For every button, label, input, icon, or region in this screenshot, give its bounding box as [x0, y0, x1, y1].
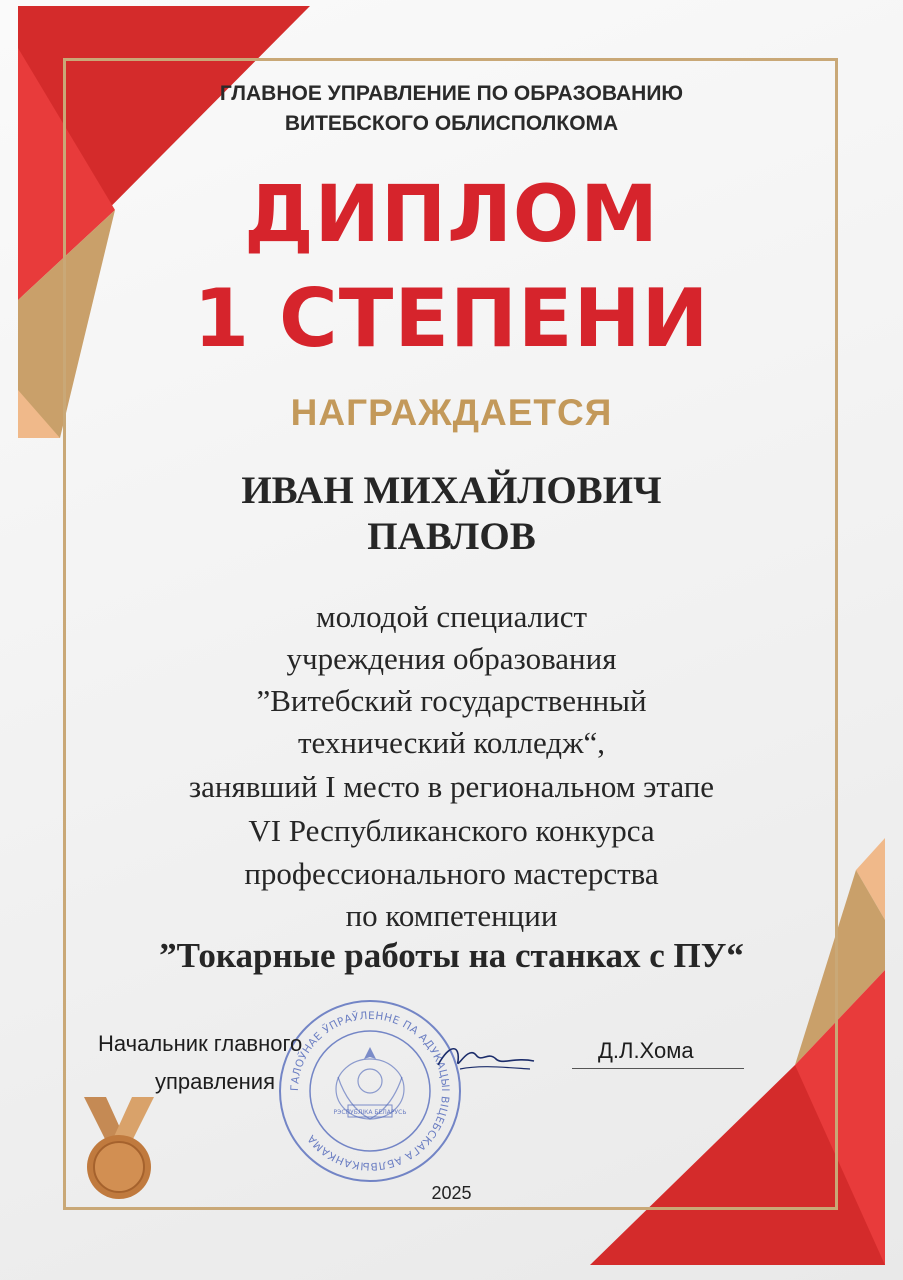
- diploma-degree: 1 СТЕПЕНИ: [193, 272, 710, 365]
- signatory-position-line-1: Начальник главного: [98, 1031, 303, 1056]
- seal-ring-text: ГАЛОЎНАЕ ЎПРАЎЛЕННЕ ПА АДУКАЦЫІ ВІЦЕБСКАГА АБЛВЫКАНКАМА: [288, 1009, 452, 1173]
- body-line: ”Витебский государственный: [256, 683, 647, 718]
- body-line: молодой специалист: [315, 599, 588, 634]
- issue-year: 2025: [431, 1183, 472, 1203]
- signatory-name: Д.Л.Хома: [598, 1038, 694, 1063]
- signature-line: [572, 1068, 744, 1069]
- awarded-label: НАГРАЖДАЕТСЯ: [290, 392, 613, 433]
- official-seal: [276, 997, 464, 1185]
- recipient-name-line-1: ИВАН МИХАЙЛОВИЧ: [241, 469, 662, 512]
- competence-title: ”Токарные работы на станках с ПУ“: [159, 936, 744, 975]
- signature: [430, 1035, 540, 1080]
- body-line: VI Республиканского конкурса: [248, 813, 655, 848]
- seal-inner-text: РЭСПУБЛІКА БЕЛАРУСЬ: [333, 1109, 407, 1116]
- issuer-line-1: ГЛАВНОЕ УПРАВЛЕНИЕ ПО ОБРАЗОВАНИЮ: [219, 82, 684, 105]
- recipient-name-line-2: ПАВЛОВ: [367, 515, 536, 558]
- body-line: технический колледж“,: [297, 725, 606, 760]
- body-line: занявший I место в региональном этапе: [188, 769, 715, 804]
- body-line: по компетенции: [345, 898, 558, 933]
- diploma-title: ДИПЛОМ: [244, 170, 659, 260]
- svg-text:ГАЛОЎНАЕ ЎПРАЎЛЕННЕ ПА АДУКАЦЫ: [289, 1010, 451, 1172]
- issuer-line-2: ВИТЕБСКОГО ОБЛИСПОЛКОМА: [284, 112, 619, 135]
- body-line: профессионального мастерства: [244, 856, 659, 891]
- signatory-position-line-2: управления: [155, 1069, 275, 1094]
- body-line: учреждения образования: [286, 641, 617, 676]
